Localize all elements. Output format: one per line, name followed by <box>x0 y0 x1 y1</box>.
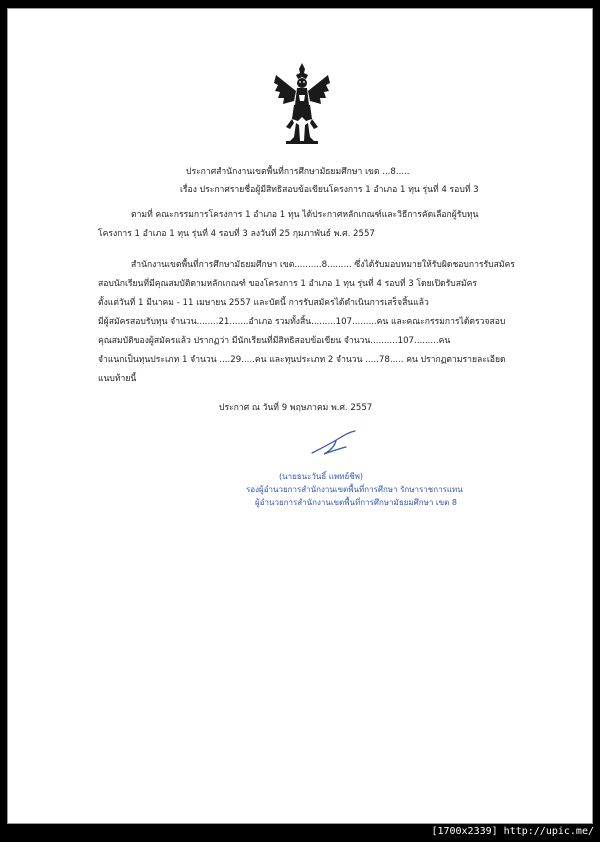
announcement-subject: เรื่อง ประกาศรายชื่อผู้มีสิทธิสอบข้อเขียนโครงการ 1 อำเภอ 1 ทุน รุ่นที่ 4 รอบที่ 3 <box>180 185 479 195</box>
paragraph-2-line-5: คุณสมบัติของผู้สมัครแล้ว ปรากฏว่า มีนักเรียนที่มีสิทธิสอบข้อเขียน จำนวน..........107.........คน <box>98 336 451 346</box>
paragraph-2-line-2: สอบนักเรียนที่มีคุณสมบัติตามหลักเกณฑ์ ของโครงการ 1 อำเภอ 1 ทุน รุ่นที่ 4 รอบที่ 3 โดยเปิดรับสมัคร <box>98 279 477 289</box>
signatory-position-1: รองผู้อำนวยการสำนักงานเขตพื้นที่การศึกษา รักษาราชการแทน <box>246 485 463 494</box>
announcement-date: ประกาศ ณ วันที่ 9 พฤษภาคม พ.ศ. 2557 <box>219 403 373 413</box>
signatory-name: (นายธนะวันธิ์ แพทย์ชีพ) <box>279 472 364 481</box>
handwritten-signature <box>308 427 358 459</box>
document-page <box>8 9 592 823</box>
paragraph-2-line-4: มีผู้สมัครสอบรับทุน จำนวน........21.......อำเภอ รวมทั้งสิ้น.........107.........คน และคณะกรรมการได้ตรวจสอบ <box>98 317 506 327</box>
announcement-title: ประกาศสำนักงานเขตพื้นที่การศึกษามัธยมศึกษา เขต ...8..... <box>186 167 410 177</box>
paragraph-2-line-1: สำนักงานเขตพื้นที่การศึกษามัธยมศึกษา เขต..........8......... ซึ่งได้รับมอบหมายให้รับผิดชอบการรับสมัคร <box>131 260 515 270</box>
paragraph-1-line-1: ตามที่ คณะกรรมการโครงการ 1 อำเภอ 1 ทุน ได้ประกาศหลักเกณฑ์และวิธีการคัดเลือกผู้รับทุน <box>131 210 479 220</box>
garuda-emblem-icon <box>272 61 332 147</box>
paragraph-2-line-6: จำแนกเป็นทุนประเภท 1 จำนวน ....29.....คน และทุนประเภท 2 จำนวน .....78..... คน ปรากฏตามรายละเอียด <box>98 355 506 365</box>
paragraph-1-line-2: โครงการ 1 อำเภอ 1 ทุน รุ่นที่ 4 รอบที่ 3 ลงวันที่ 25 กุมภาพันธ์ พ.ศ. 2557 <box>98 229 375 239</box>
signatory-position-2: ผู้อำนวยการสำนักงานเขตพื้นที่การศึกษามัธยมศึกษา เขต 8 <box>255 498 457 507</box>
paragraph-2-line-7: แนบท้ายนี้ <box>98 374 137 384</box>
image-size-watermark: [1700x2339] http://upic.me/ <box>431 826 594 837</box>
paragraph-2-line-3: ตั้งแต่วันที่ 1 มีนาคม - 11 เมษายน 2557 และบัดนี้ การรับสมัครได้ดำเนินการเสร็จสิ้นแล้ว <box>98 298 429 308</box>
